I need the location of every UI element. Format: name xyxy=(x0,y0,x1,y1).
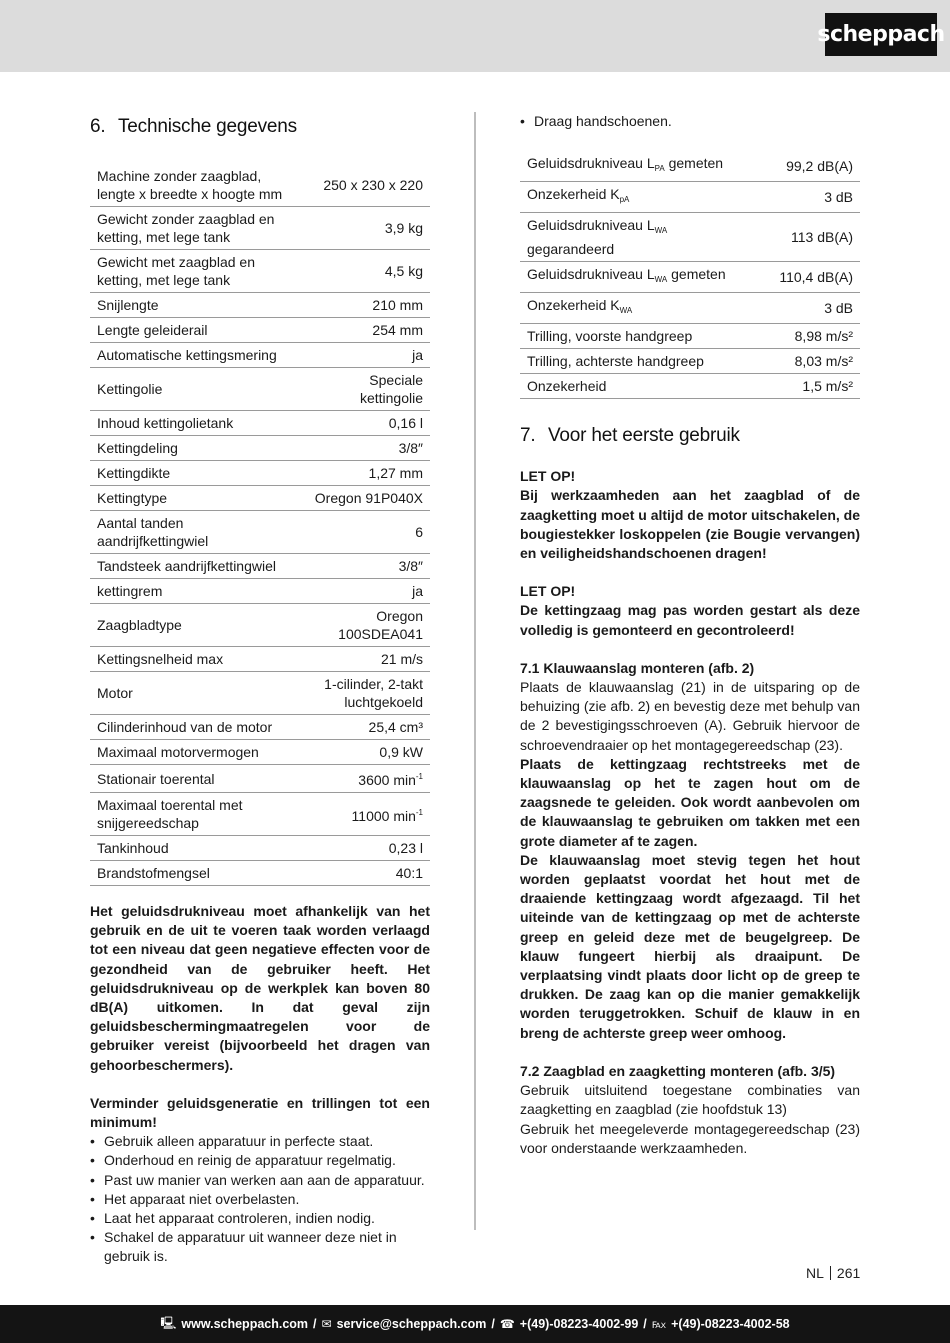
list-item: • Het apparaat niet overbelasten. xyxy=(90,1190,430,1209)
noise-label-subscript: pA xyxy=(619,195,630,205)
footer-separator: / xyxy=(491,1317,495,1331)
noise-label-subscript: WA xyxy=(654,275,668,285)
left-column xyxy=(90,112,430,1267)
noise-value: 3 dB xyxy=(758,293,860,324)
spec-value-text: ja xyxy=(412,347,423,363)
spec-value-text: 3600 min xyxy=(358,772,416,788)
spec-label: Maximaal motorvermogen xyxy=(90,740,301,765)
spec-value-text: 1-cilinder, 2-takt luchtgekoeld xyxy=(324,676,423,710)
phone-icon: ☎ xyxy=(499,1317,515,1331)
section-title: Technische gegevens xyxy=(118,116,297,137)
envelope-icon: ✉ xyxy=(321,1317,332,1331)
list-item: • Laat het apparaat controleren, indien nodig. xyxy=(90,1209,430,1228)
table-row xyxy=(90,861,430,886)
spec-label: Lengte geleiderail xyxy=(90,318,301,343)
noise-label xyxy=(520,293,758,324)
bullet-continued-list xyxy=(520,112,860,131)
noise-value: 113 dB(A) xyxy=(758,213,860,262)
table-row xyxy=(90,554,430,579)
table-row xyxy=(90,765,430,793)
spec-label: Machine zonder zaagblad, lengte x breedte x hoogte mm xyxy=(90,164,301,207)
noise-label-text: Geluidsdrukniveau L xyxy=(527,155,655,172)
table-row xyxy=(90,436,430,461)
spec-unit-exponent: -1 xyxy=(415,772,423,781)
spec-label: Maximaal toerental met snijgereedschap xyxy=(90,793,301,836)
table-row xyxy=(520,324,860,349)
spec-value-text: 0,16 l xyxy=(388,415,423,431)
spec-label: Gewicht zonder zaagblad en ketting, met lege tank xyxy=(90,207,301,250)
table-row xyxy=(90,715,430,740)
noise-label-text: Onzekerheid xyxy=(527,378,607,395)
table-row xyxy=(90,647,430,672)
footer-website[interactable]: www.scheppach.com xyxy=(181,1317,309,1331)
noise-value: 8,98 m/s² xyxy=(758,324,860,349)
spec-value xyxy=(301,740,430,765)
spec-label: Cilinderinhoud van de motor xyxy=(90,715,301,740)
table-row xyxy=(90,461,430,486)
spec-value-text: 25,4 cm³ xyxy=(368,719,423,735)
page-footer-bar xyxy=(0,1305,950,1343)
table-row xyxy=(90,368,430,411)
warning-2-title: LET OP! xyxy=(520,583,576,600)
table-row xyxy=(520,213,860,262)
spec-value-text: 0,9 kW xyxy=(379,744,423,760)
spec-value-text: 11000 min xyxy=(351,807,416,824)
table-row xyxy=(90,836,430,861)
technical-data-table xyxy=(90,164,430,886)
section-7-heading xyxy=(520,425,860,447)
spec-value xyxy=(301,164,430,207)
spec-value-text: 21 m/s xyxy=(380,651,423,667)
spec-value-text: ja xyxy=(412,583,423,599)
page-number xyxy=(806,1265,860,1281)
table-row xyxy=(90,579,430,604)
noise-label-text: Geluidsdrukniveau L xyxy=(527,217,655,234)
spec-value xyxy=(301,436,430,461)
section-number: 7. xyxy=(520,425,536,447)
spec-value-text: 3/8″ xyxy=(398,440,423,456)
spec-value xyxy=(301,207,430,250)
list-item: • Onderhoud en reinig de apparatuur regelmatig. xyxy=(90,1151,430,1170)
spec-value-text: 4,5 kg xyxy=(384,263,423,279)
spec-value-text: Speciale kettingolie xyxy=(359,372,423,406)
subsection-7-1-bold-1: Plaats de kettingzaag rechtstreeks met de klauwaanslag op het te zagen hout om de zaagsnede te geleiden. Ook wordt aanbevolen om de klauwaanslag te gebruiken om takken met een grote diameter af te zagen. xyxy=(520,755,860,849)
table-row xyxy=(520,293,860,324)
spec-value xyxy=(301,861,430,886)
noise-value: 110,4 dB(A) xyxy=(758,262,860,293)
subsection-7-1-bold-2: De klauwaanslag moet stevig tegen het hout worden geplaatst voordat het hout met de draaiende kettingzaag wordt afgezaagd. Til het uiteinde van de kettingzaag op met de achterste greep en geleid deze met de beugelgreep. De klauw fungeert hierbij als draaipunt. De verplaatsing vindt plaats door licht op de greep te drukken. De zaag kan op die manier gemakkelijk worden teruggetrokken. Schuif de klauw in en breng de achterste greep weer omhoog. xyxy=(520,851,860,1041)
spec-value xyxy=(301,511,430,554)
noise-label-text: Onzekerheid K xyxy=(527,186,620,203)
spec-value xyxy=(301,672,430,715)
spec-label: Brandstofmengsel xyxy=(90,861,301,886)
spec-value xyxy=(301,647,430,672)
noise-label-subscript: WA xyxy=(619,306,633,316)
table-row xyxy=(90,486,430,511)
spec-label: Kettingolie xyxy=(90,368,301,411)
subsection-7-1-title: 7.1 Klauwaanslag monteren (afb. 2) xyxy=(520,659,755,676)
noise-label xyxy=(520,213,758,262)
noise-label-text: Trilling, voorste handgreep xyxy=(527,328,693,345)
subsection-7-2-text-2: Gebruik het meegeleverde montagegereedschap (23) voor onderstaande werkzaamheden. xyxy=(520,1120,860,1156)
monitor-icon: 🖳 xyxy=(160,1315,177,1330)
noise-vibration-table xyxy=(520,151,860,399)
subsection-7-2-title: 7.2 Zaagblad en zaagketting monteren (afb. 3/5) xyxy=(520,1062,836,1079)
spec-label: Aantal tanden aandrijfkettingwiel xyxy=(90,511,301,554)
noise-paragraph: Het geluidsdrukniveau moet afhankelijk van het gebruik en de uit te voeren taak worden verlaagd tot een niveau dat geen negatieve effecten voor de gezondheid van de gebruiker heeft. Het geluidsdrukniveau op de werkplek kan boven 80 dB(A) uitkomen. In dat geval zijn geluidsbeschermingmaatregelen voor de gebruiker vereist (bijvoorbeeld het dragen van gehoorbeschermers). xyxy=(90,903,430,1073)
page-language: NL xyxy=(806,1265,824,1281)
spec-label: Tandsteek aandrijfkettingwiel xyxy=(90,554,301,579)
spec-label: Zaagbladtype xyxy=(90,604,301,647)
fax-icon: ℻ xyxy=(651,1317,667,1331)
brand-logo xyxy=(817,13,945,56)
safety-bullet-list xyxy=(90,1132,430,1266)
table-row xyxy=(90,318,430,343)
spec-label: Gewicht met zaagblad en ketting, met lege tank xyxy=(90,250,301,293)
table-row xyxy=(520,262,860,293)
spec-value xyxy=(301,318,430,343)
spec-label: Inhoud kettingolietank xyxy=(90,411,301,436)
table-row xyxy=(90,250,430,293)
spec-value-text: 3,9 kg xyxy=(384,220,423,236)
noise-value: 1,5 m/s² xyxy=(758,374,860,399)
section-6-heading xyxy=(90,116,430,138)
table-row xyxy=(90,511,430,554)
subsection-7-2-text-1: Gebruik uitsluitend toegestane combinaties van zaagketting en zaagblad (zie hoofdstuk 13) xyxy=(520,1082,860,1118)
spec-value xyxy=(301,554,430,579)
table-row xyxy=(90,343,430,368)
right-column xyxy=(520,112,860,1158)
spec-value-text: 1,27 mm xyxy=(368,465,423,481)
table-row xyxy=(90,793,430,836)
spec-value xyxy=(301,461,430,486)
footer-email[interactable]: service@scheppach.com xyxy=(336,1317,487,1331)
page-header-bar xyxy=(0,0,950,72)
spec-label: Motor xyxy=(90,672,301,715)
brand-logo-text: scheppach xyxy=(817,22,945,47)
noise-label xyxy=(520,374,758,399)
spec-value xyxy=(301,250,430,293)
spec-label: Automatische kettingsmering xyxy=(90,343,301,368)
page-number-value: 261 xyxy=(836,1265,861,1281)
list-item: • Gebruik alleen apparatuur in perfecte staat. xyxy=(90,1132,430,1151)
warning-2-text: De kettingzaag mag pas worden gestart als deze volledig is gemonteerd en gecontroleerd! xyxy=(520,602,860,638)
footer-separator: / xyxy=(313,1317,317,1331)
warning-1-title: LET OP! xyxy=(520,468,576,485)
spec-value xyxy=(301,765,430,793)
section-title: Voor het eerste gebruik xyxy=(548,425,740,447)
noise-label-subscript: PA xyxy=(654,164,665,174)
section-number: 6. xyxy=(90,116,106,137)
spec-value-text: 250 x 230 x 220 xyxy=(323,177,423,193)
table-row xyxy=(90,207,430,250)
spec-value-text: 40:1 xyxy=(395,865,423,881)
footer-separator: / xyxy=(643,1317,647,1331)
spec-value-text: 210 mm xyxy=(372,297,423,313)
noise-value: 8,03 m/s² xyxy=(758,349,860,374)
spec-value xyxy=(301,343,430,368)
spec-label: Tankinhoud xyxy=(90,836,301,861)
table-row xyxy=(520,182,860,213)
list-item: • Schakel de apparatuur uit wanneer deze niet in gebruik is. xyxy=(90,1228,430,1266)
noise-value: 99,2 dB(A) xyxy=(758,151,860,182)
table-row xyxy=(90,740,430,765)
spec-value-text: Oregon 91P040X xyxy=(314,490,423,506)
page-number-divider xyxy=(830,1266,831,1280)
table-row xyxy=(90,164,430,207)
spec-value xyxy=(301,293,430,318)
noise-label xyxy=(520,182,758,213)
warning-1-text: Bij werkzaamheden aan het zaagblad of de zaagketting moet u altijd de motor uitschakelen, de bougiestekker loskoppelen (zie Bougie vervangen) en veiligheidshandschoenen dragen! xyxy=(520,487,860,562)
spec-label: Snijlengte xyxy=(90,293,301,318)
noise-label-suffix: gemeten xyxy=(667,266,726,283)
noise-label-subscript: WA xyxy=(654,226,668,236)
noise-label xyxy=(520,262,758,293)
spec-value-text: 3/8″ xyxy=(398,558,423,574)
spec-value xyxy=(301,604,430,647)
table-row xyxy=(520,151,860,182)
footer-fax: +(49)-08223-4002-58 xyxy=(671,1317,790,1331)
spec-unit-exponent: -1 xyxy=(415,807,423,817)
spec-value xyxy=(301,486,430,511)
noise-value: 3 dB xyxy=(758,182,860,213)
table-row xyxy=(90,604,430,647)
list-item: • Draag handschoenen. xyxy=(520,112,860,131)
noise-label xyxy=(520,349,758,374)
spec-label: Kettingdikte xyxy=(90,461,301,486)
spec-value xyxy=(301,793,430,836)
table-row xyxy=(90,411,430,436)
column-divider xyxy=(474,112,476,1230)
minimize-heading: Verminder geluidsgeneratie en trillingen tot een minimum! xyxy=(90,1094,430,1131)
table-row xyxy=(90,672,430,715)
spec-label: Kettingtype xyxy=(90,486,301,511)
noise-label-text: Geluidsdrukniveau L xyxy=(527,266,655,283)
subsection-7-1-text: Plaats de klauwaanslag (21) in de uitsparing op de behuizing (zie afb. 2) en bevestig deze met behulp van de 2 bevestigingsschroeven (A). Gebruik hiervoor de schroevendraaier op het montagegereedschap (23). xyxy=(520,679,860,753)
spec-label: Kettingsnelheid max xyxy=(90,647,301,672)
spec-label: Stationair toerental xyxy=(90,765,301,793)
table-row xyxy=(520,349,860,374)
list-item: • Past uw manier van werken aan aan de apparatuur. xyxy=(90,1171,430,1190)
spec-label: Kettingdeling xyxy=(90,436,301,461)
noise-label xyxy=(520,324,758,349)
noise-label-text: Trilling, achterste handgreep xyxy=(527,353,704,370)
table-row xyxy=(90,293,430,318)
spec-value-text: 0,23 l xyxy=(388,840,423,856)
spec-value xyxy=(301,715,430,740)
spec-value xyxy=(301,411,430,436)
noise-label-text: Onzekerheid K xyxy=(527,297,620,314)
noise-label-suffix: gemeten xyxy=(664,155,724,172)
spec-value xyxy=(301,836,430,861)
spec-value xyxy=(301,579,430,604)
noise-label xyxy=(520,151,758,182)
noise-label-suffix: gegarandeerd xyxy=(527,241,615,258)
spec-label: kettingrem xyxy=(90,579,301,604)
footer-phone: +(49)-08223-4002-99 xyxy=(519,1317,639,1331)
table-row xyxy=(520,374,860,399)
spec-value xyxy=(301,368,430,411)
spec-value-text: Oregon 100SDEA041 xyxy=(338,608,423,642)
spec-value-text: 254 mm xyxy=(372,322,423,338)
spec-value-text: 6 xyxy=(415,524,423,540)
